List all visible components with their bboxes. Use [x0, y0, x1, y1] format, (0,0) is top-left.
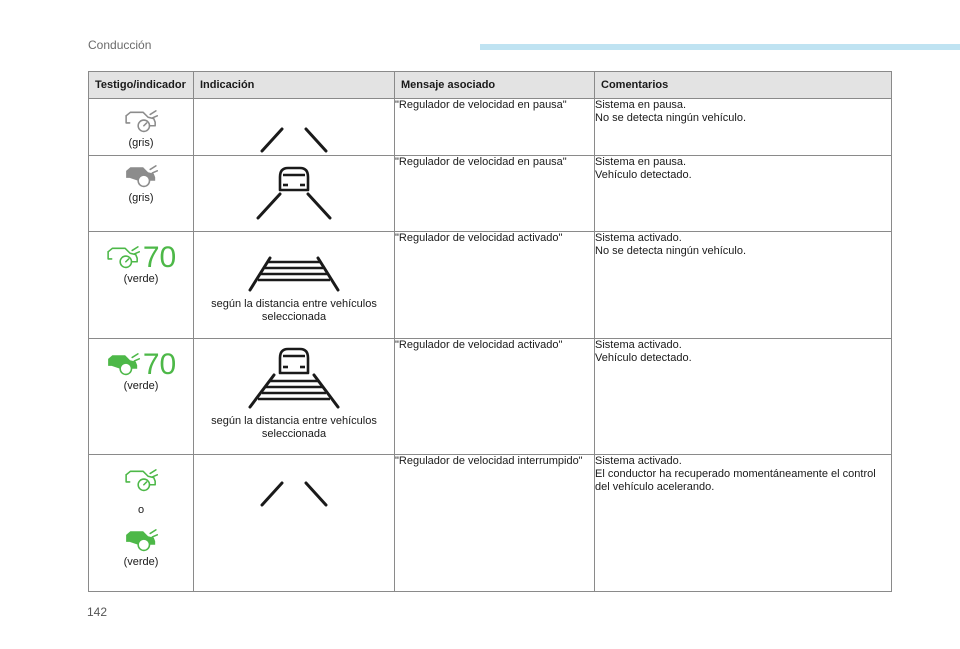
comments-cell: [595, 156, 892, 232]
comment-line: Sistema activado.: [595, 455, 682, 467]
comment-line: Sistema en pausa.: [595, 99, 687, 111]
comments-cell: [595, 232, 892, 339]
header-indicator: Testigo/indicador: [89, 72, 194, 99]
cruise-control-vehicle-green-icon: [106, 353, 140, 376]
cruise-control-vehicle-green-icon: [124, 529, 158, 552]
indication-caption: según la distancia entre vehículos seleccionada: [211, 415, 377, 440]
indication-cell: [194, 99, 395, 156]
indication-cell: [194, 339, 395, 455]
message-cell: "Regulador de velocidad interrumpido": [395, 455, 595, 592]
indicator-cell: [89, 99, 194, 156]
indication-cell: [194, 455, 395, 592]
comment-line: El conductor ha recuperado momentáneamente el control del vehículo acelerando.: [595, 468, 876, 493]
comment-line: Vehículo detectado.: [595, 352, 692, 364]
message-cell: "Regulador de velocidad en pausa": [395, 156, 595, 232]
indicator-color-label: (verde): [123, 380, 159, 392]
header-message: Mensaje asociado: [395, 72, 595, 99]
message-cell: "Regulador de velocidad activado": [395, 232, 595, 339]
indicator-graphic: [89, 241, 193, 274]
set-speed-value: 70: [142, 348, 177, 381]
indicator-color-label: (gris): [128, 192, 154, 204]
cruise-control-green-icon: [124, 469, 158, 492]
lane-markings-icon: [244, 113, 344, 153]
indicator-cell: [89, 455, 194, 592]
indication-cell: [194, 156, 395, 232]
lane-markings-icon: [244, 467, 344, 507]
header-comments: Comentarios: [595, 72, 892, 99]
lane-distance-bars-icon: [244, 252, 344, 292]
comment-line: No se detecta ningún vehículo.: [595, 112, 747, 124]
comment-line: Vehículo detectado.: [595, 169, 692, 181]
comments-cell: [595, 339, 892, 455]
indicator-color-label: (verde): [123, 556, 159, 568]
comment-line: No se detecta ningún vehículo.: [595, 245, 747, 257]
cruise-control-green-icon: [106, 246, 140, 269]
table-row: [89, 455, 892, 592]
cruise-control-vehicle-grey-icon: [124, 165, 158, 188]
indicator-color-label: (verde): [123, 273, 159, 285]
comments-cell: [595, 99, 892, 156]
table-row: [89, 99, 892, 156]
indicator-cell: [89, 339, 194, 455]
indicator-table: [88, 71, 892, 592]
indication-cell: [194, 232, 395, 339]
comment-line: Sistema en pausa.: [595, 156, 687, 168]
table-row: [89, 339, 892, 455]
lane-vehicle-distance-icon: [244, 345, 344, 409]
indicator-color-label: (gris): [128, 137, 154, 149]
or-label: o: [137, 504, 145, 516]
cruise-control-grey-icon: [124, 110, 158, 133]
indicator-cell: [89, 156, 194, 232]
indication-caption: según la distancia entre vehículos seleccionada: [211, 298, 377, 323]
comment-line: Sistema activado.: [595, 232, 682, 244]
header-accent-bar: [480, 44, 960, 50]
header-indication: Indicación: [194, 72, 395, 99]
indicator-graphic: [89, 348, 193, 381]
table-header-row: [89, 72, 892, 99]
page-number: 142: [87, 605, 108, 619]
message-cell: "Regulador de velocidad en pausa": [395, 99, 595, 156]
section-title: Conducción: [88, 38, 152, 52]
set-speed-value: 70: [142, 241, 177, 274]
table-row: [89, 156, 892, 232]
lane-vehicle-icon: [244, 160, 344, 220]
message-cell: "Regulador de velocidad activado": [395, 339, 595, 455]
comment-line: Sistema activado.: [595, 339, 682, 351]
comments-cell: [595, 455, 892, 592]
indicator-cell: [89, 232, 194, 339]
table-row: [89, 232, 892, 339]
